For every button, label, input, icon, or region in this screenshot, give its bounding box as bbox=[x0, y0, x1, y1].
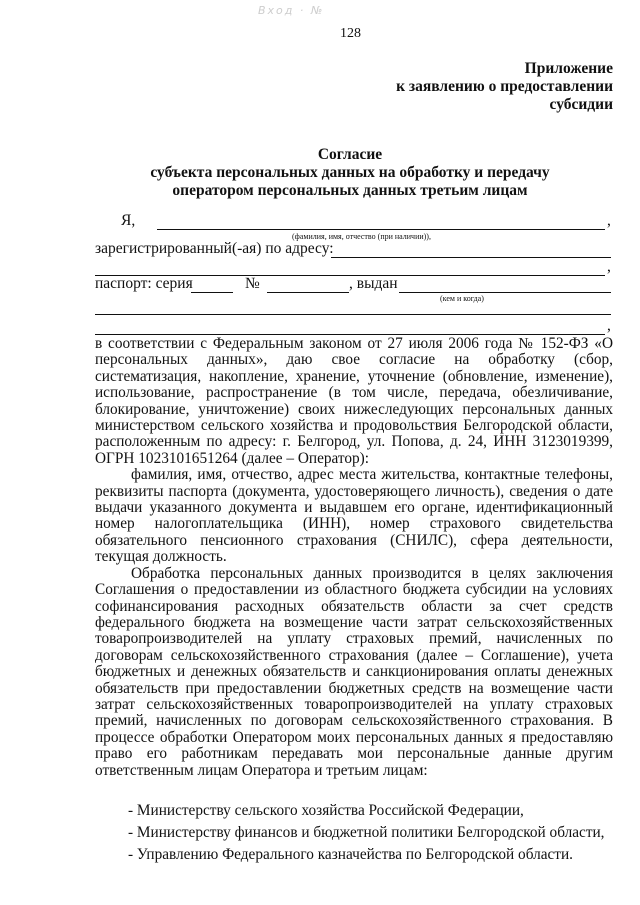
comma: , bbox=[607, 317, 611, 334]
fio-field[interactable] bbox=[157, 229, 605, 230]
third-parties-list bbox=[128, 800, 605, 866]
passport-series-label: паспорт: серия bbox=[95, 275, 193, 292]
paragraph: фамилия, имя, отчество, адрес места жительства, контактные телефоны, реквизиты паспорта (документа, удостоверяющего личность), сведения о дате выдачи указанного документа и выдавшем его органе, идентификационный номер налогоплательщика (ИНН), номер страхового свидетельства обязательного пенсионного страхования (СНИЛС), сфера деятельности, текущая должность. bbox=[95, 466, 613, 566]
appendix-line: к заявлению о предоставлении bbox=[396, 78, 613, 95]
appendix-line: субсидии bbox=[549, 96, 613, 113]
issued-label: , выдан bbox=[349, 275, 398, 292]
paragraph: Обработка персональных данных производится в целях заключения Соглашения о предоставлении из областного бюджета субсидии на условиях софинансирования расходных обязательств области за счет средств федерального бюджета на возмещение части затрат сельскохозяйственных товаропроизводителей на уплату страховых премий, начисленных по договорам сельскохозяйственного страхования (далее – Соглашение), учета бюджетных и денежных обязательств и санкционирования оплаты денежных обязательств при предоставлении бюджетных средств на возмещение части затрат сельскохозяйственных товаропроизводителей на уплату страховых премий, начисленных по договорам сельскохозяйственного страхования. В процессе обработки Оператором моих персональных данных я предоставляю право его работникам передавать мои персональные данные другим ответственным лицам Оператора и третьим лицам: bbox=[95, 564, 613, 779]
paragraph: в соответствии с Федеральным законом от 27 июля 2006 года № 152-ФЗ «О персональных данных», даю свое согласие на обработку (сбор, систематизация, накопление, хранение, уточнение (обновление, изменение), использование, распространение (в том числе, передача, обезличивание, блокирование, уничтожение) своих нижеследующих персональных данных министерством сельского хозяйства и продовольствия Белгородской области, расположенным по адресу: г. Белгород, ул. Попова, д. 24, ИНН 3123019399, ОГРН 1023101651264 (далее – Оператор): bbox=[95, 335, 613, 467]
issued-row-3 bbox=[95, 317, 617, 337]
document-title bbox=[80, 146, 620, 200]
issued-row-2 bbox=[95, 297, 617, 317]
passport-number-field[interactable] bbox=[267, 292, 349, 293]
fio-hint: (фамилия, имя, отчество (при наличии)), bbox=[292, 232, 431, 241]
title-line: оператором персональных данных третьим лицам bbox=[172, 182, 528, 199]
issued-hint: (кем и когда) bbox=[440, 294, 484, 303]
list-item: - Управлению Федерального казначейства по Белгородской области. bbox=[128, 846, 574, 863]
address-label: зарегистрированный(-ая) по адресу: bbox=[95, 240, 334, 257]
fio-row bbox=[95, 212, 617, 232]
list-item: - Министерству сельского хозяйства Российской Федерации, bbox=[128, 802, 524, 819]
appendix-line: Приложение bbox=[524, 60, 613, 77]
comma: , bbox=[607, 212, 611, 229]
passport-series-field[interactable] bbox=[191, 292, 233, 293]
appendix-heading bbox=[396, 60, 613, 114]
passport-number-label: № bbox=[245, 275, 260, 292]
comma: , bbox=[607, 258, 611, 275]
issued-field[interactable] bbox=[399, 292, 611, 293]
passport-row bbox=[95, 275, 617, 295]
title-line: Согласие bbox=[317, 146, 383, 163]
title-line: субъекта персональных данных на обработку и передачу bbox=[150, 164, 550, 181]
registration-stamp: Вход · № bbox=[258, 4, 325, 17]
list-item: - Министерству финансов и бюджетной политики Белгородской области, bbox=[128, 824, 605, 841]
page-number: 128 bbox=[340, 26, 361, 41]
ya-label: Я, bbox=[121, 212, 136, 229]
address-row bbox=[95, 240, 617, 260]
consent-body bbox=[95, 336, 613, 779]
issued-field-2[interactable] bbox=[95, 314, 611, 315]
